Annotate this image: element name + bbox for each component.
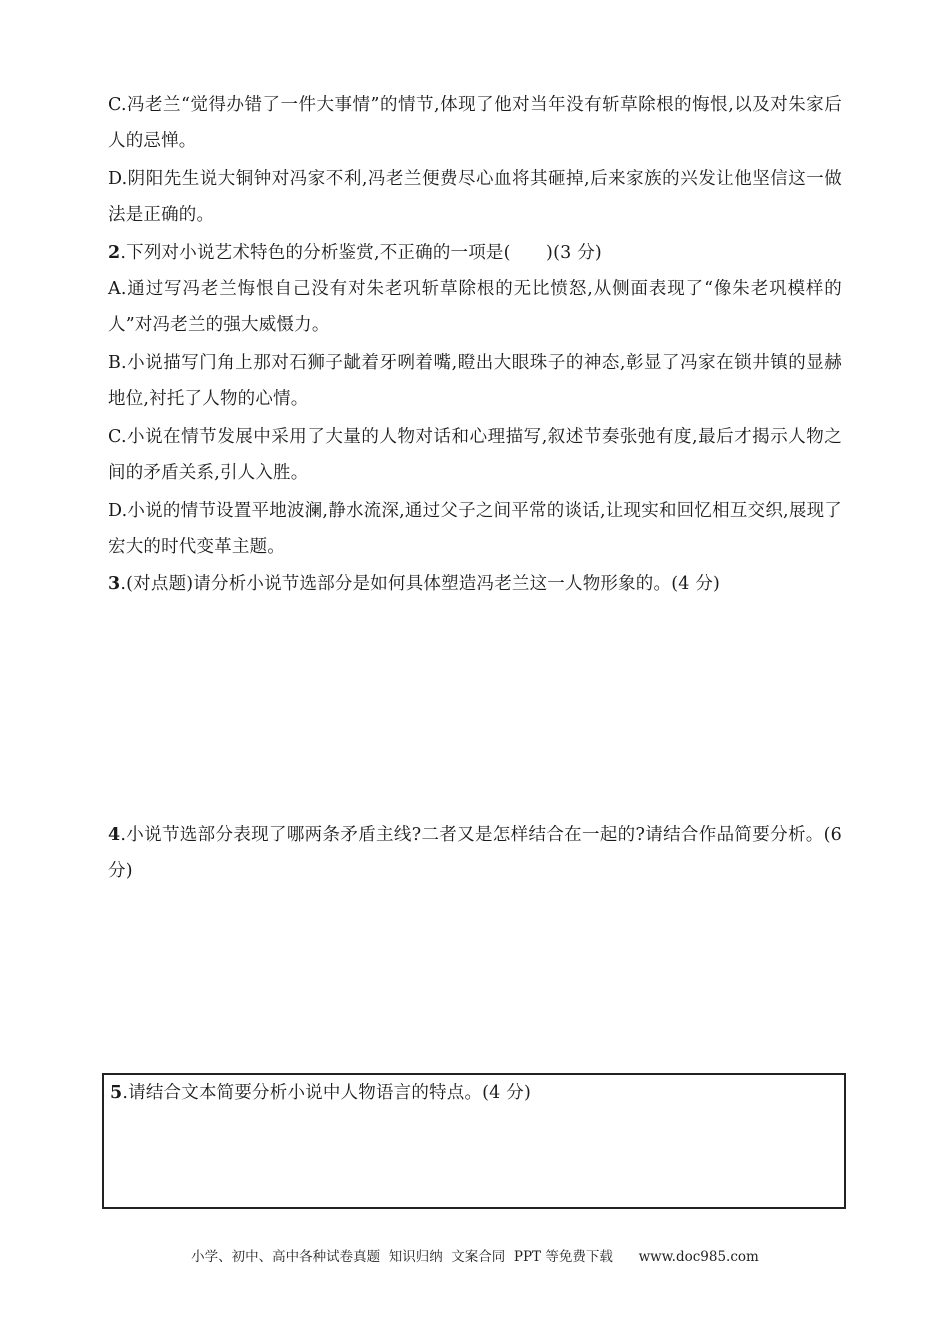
question-5-number: 5 bbox=[110, 1083, 123, 1103]
q1-option-d: D.阴阳先生说大铜钟对冯家不利,冯老兰便费尽心血将其砸掉,后来家族的兴发让他坚信这一做法是正确的。 bbox=[108, 169, 842, 225]
q2-option-d: D.小说的情节设置平地波澜,静水流深,通过父子之间平常的谈话,让现实和回忆相互交织,展现了宏大的时代变革主题。 bbox=[108, 501, 842, 557]
question-5-answer-box bbox=[102, 1073, 846, 1209]
question-4-number: 4 bbox=[108, 825, 121, 845]
question-3-text: .(对点题)请分析小说节选部分是如何具体塑造冯老兰这一人物形象的。(4 分) bbox=[120, 574, 721, 594]
page-footer: 小学、初中、高中各种试卷真题 知识归纳 文案合同 PPT 等免费下载 www.doc985.com bbox=[191, 1249, 759, 1265]
question-5-text: .请结合文本简要分析小说中人物语言的特点。(4 分) bbox=[122, 1083, 532, 1103]
question-4-text: .小说节选部分表现了哪两条矛盾主线?二者又是怎样结合在一起的?请结合作品简要分析。(6 分) bbox=[108, 825, 842, 881]
question-4-stem bbox=[108, 817, 842, 889]
q2-option-a: A.通过写冯老兰悔恨自己没有对朱老巩斩草除根的无比愤怒,从侧面表现了“像朱老巩模样的人”对冯老兰的强大威慑力。 bbox=[108, 279, 842, 335]
question-3-number: 3 bbox=[108, 574, 121, 594]
question-2-stem bbox=[108, 235, 842, 271]
question-2-text: .下列对小说艺术特色的分析鉴赏,不正确的一项是( )(3 分) bbox=[120, 243, 602, 263]
q2-option-b: B.小说描写门角上那对石狮子龇着牙咧着嘴,瞪出大眼珠子的神态,彰显了冯家在锁井镇的显赫地位,衬托了人物的心情。 bbox=[108, 353, 842, 409]
question-3-stem bbox=[108, 566, 842, 602]
q1-option-c: C.冯老兰“觉得办错了一件大事情”的情节,体现了他对当年没有斩草除根的悔恨,以及对朱家后人的忌惮。 bbox=[108, 95, 842, 151]
question-5-stem bbox=[110, 1075, 830, 1111]
question-2-number: 2 bbox=[108, 243, 121, 263]
q2-option-c: C.小说在情节发展中采用了大量的人物对话和心理描写,叙述节奏张弛有度,最后才揭示人物之间的矛盾关系,引人入胜。 bbox=[108, 427, 842, 483]
